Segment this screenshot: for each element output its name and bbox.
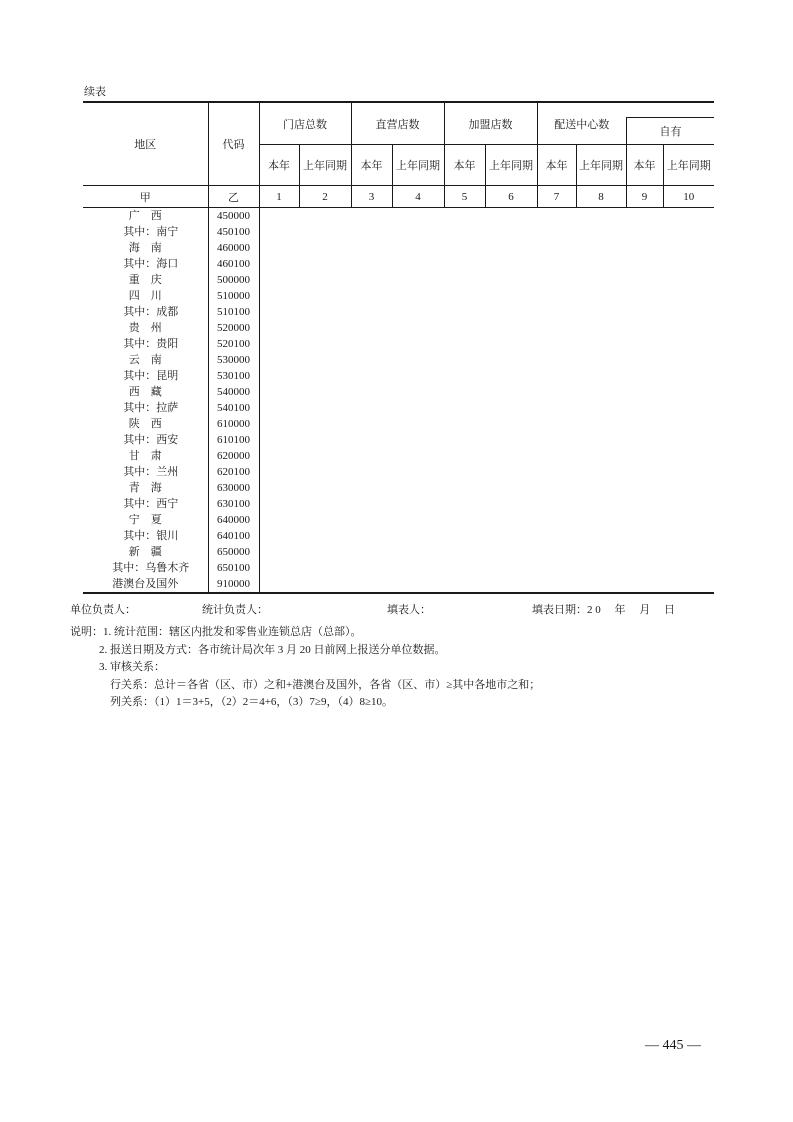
region-cell: 其中：成都 bbox=[112, 306, 179, 318]
region-cell: 陕 西 bbox=[128, 418, 162, 430]
table-row bbox=[83, 256, 714, 272]
region-cell: 港澳台及国外 bbox=[83, 576, 208, 593]
code-cell: 640100 bbox=[208, 528, 259, 544]
empty-data-cell bbox=[259, 464, 714, 480]
table-row bbox=[83, 400, 714, 416]
table-row bbox=[83, 432, 714, 448]
table-row bbox=[83, 224, 714, 240]
region-column-header: 地区 bbox=[83, 102, 208, 186]
group-header-owned bbox=[626, 102, 714, 145]
region-cell: 其中：乌鲁木齐 bbox=[101, 562, 190, 574]
code-column-header: 代码 bbox=[208, 102, 259, 186]
sub-header-last-year: 上年同期 bbox=[663, 145, 714, 186]
code-cell: 620100 bbox=[208, 464, 259, 480]
empty-data-cell bbox=[259, 256, 714, 272]
table-row bbox=[83, 240, 714, 256]
empty-data-cell bbox=[259, 560, 714, 576]
stub-letter: 甲 bbox=[83, 186, 208, 208]
table-row bbox=[83, 272, 714, 288]
code-cell: 650100 bbox=[208, 560, 259, 576]
empty-data-cell bbox=[259, 544, 714, 560]
empty-data-cell bbox=[259, 384, 714, 400]
table-row bbox=[83, 480, 714, 496]
code-cell: 610100 bbox=[208, 432, 259, 448]
empty-data-cell bbox=[259, 288, 714, 304]
empty-data-cell bbox=[259, 336, 714, 352]
column-number: 7 bbox=[537, 186, 576, 208]
region-cell: 海 南 bbox=[128, 242, 162, 254]
region-cell: 四 川 bbox=[128, 290, 162, 302]
fill-date-label: 填表日期：2 0 年 月 日 bbox=[532, 604, 675, 616]
table-row bbox=[83, 416, 714, 432]
table-row bbox=[83, 464, 714, 480]
empty-data-cell bbox=[259, 240, 714, 256]
empty-data-cell bbox=[259, 512, 714, 528]
table-row bbox=[83, 368, 714, 384]
table-row bbox=[83, 304, 714, 320]
region-cell: 青 海 bbox=[128, 482, 162, 494]
table-row bbox=[83, 528, 714, 544]
code-cell: 540100 bbox=[208, 400, 259, 416]
sub-header-this-year: 本年 bbox=[444, 145, 485, 186]
sub-header-this-year: 本年 bbox=[259, 145, 299, 186]
empty-data-cell bbox=[259, 448, 714, 464]
empty-data-cell bbox=[259, 208, 714, 225]
empty-data-cell bbox=[259, 496, 714, 512]
region-cell: 云 南 bbox=[128, 354, 162, 366]
region-cell: 宁 夏 bbox=[128, 514, 162, 526]
empty-data-cell bbox=[259, 304, 714, 320]
region-cell: 甘 肃 bbox=[128, 450, 162, 462]
code-cell: 460100 bbox=[208, 256, 259, 272]
code-cell: 650000 bbox=[208, 544, 259, 560]
note-row-relation: 行关系：总计＝各省（区、市）之和+港澳台及国外，各省（区、市）≥其中各地市之和； bbox=[110, 678, 541, 691]
note-item-2: 2. 报送日期及方式：各市统计局次年 3 月 20 日前网上报送分单位数据。 bbox=[99, 643, 446, 656]
empty-data-cell bbox=[259, 528, 714, 544]
note-column-relation: 列关系：（1）1＝3+5，（2）2＝4+6，（3）7≥9，（4）8≥10。 bbox=[110, 696, 393, 708]
region-cell: 其中：拉萨 bbox=[112, 402, 179, 414]
code-cell: 620000 bbox=[208, 448, 259, 464]
code-cell: 450100 bbox=[208, 224, 259, 240]
statistics-table bbox=[83, 101, 714, 594]
table-row bbox=[83, 288, 714, 304]
notes-section bbox=[70, 624, 710, 712]
sub-header-this-year: 本年 bbox=[537, 145, 576, 186]
table-row bbox=[83, 448, 714, 464]
sub-header-this-year: 本年 bbox=[626, 145, 663, 186]
column-number-row bbox=[83, 186, 714, 208]
unit-leader-label: 单位负责人： bbox=[70, 604, 136, 616]
table-row bbox=[83, 544, 714, 560]
empty-data-cell bbox=[259, 320, 714, 336]
column-number: 3 bbox=[351, 186, 392, 208]
table-row bbox=[83, 352, 714, 368]
sub-header-this-year: 本年 bbox=[351, 145, 392, 186]
group-header-franchise-stores: 加盟店数 bbox=[444, 102, 537, 145]
table-row bbox=[83, 560, 714, 576]
region-cell: 其中：西宁 bbox=[112, 498, 179, 510]
empty-data-cell bbox=[259, 576, 714, 593]
code-cell: 500000 bbox=[208, 272, 259, 288]
empty-data-cell bbox=[259, 224, 714, 240]
page-number: — 445 — bbox=[645, 1038, 701, 1053]
code-cell: 610000 bbox=[208, 416, 259, 432]
empty-data-cell bbox=[259, 352, 714, 368]
owned-sub-box: 自有 bbox=[626, 117, 714, 144]
empty-data-cell bbox=[259, 272, 714, 288]
region-cell: 其中：兰州 bbox=[112, 466, 179, 478]
header-group-row bbox=[83, 102, 714, 145]
code-cell: 450000 bbox=[208, 208, 259, 225]
column-number: 9 bbox=[626, 186, 663, 208]
note-item-3: 3. 审核关系： bbox=[99, 661, 165, 673]
continued-table-label: 续表 bbox=[84, 86, 106, 98]
preparer-label: 填表人： bbox=[387, 604, 431, 616]
empty-data-cell bbox=[259, 416, 714, 432]
column-number: 10 bbox=[663, 186, 714, 208]
code-cell: 540000 bbox=[208, 384, 259, 400]
sub-header-last-year: 上年同期 bbox=[576, 145, 626, 186]
note-line bbox=[70, 624, 710, 642]
column-number: 2 bbox=[299, 186, 351, 208]
code-cell: 520100 bbox=[208, 336, 259, 352]
group-header-total-stores: 门店总数 bbox=[259, 102, 351, 145]
code-cell: 630000 bbox=[208, 480, 259, 496]
region-cell: 其中：银川 bbox=[112, 530, 179, 542]
region-cell: 广 西 bbox=[128, 210, 162, 222]
region-cell: 贵 州 bbox=[128, 322, 162, 334]
region-cell: 其中：贵阳 bbox=[112, 338, 179, 350]
region-cell: 其中：海口 bbox=[112, 258, 179, 270]
column-number: 4 bbox=[392, 186, 444, 208]
code-cell: 510100 bbox=[208, 304, 259, 320]
table-row bbox=[83, 384, 714, 400]
region-cell: 西 藏 bbox=[128, 386, 162, 398]
empty-data-cell bbox=[259, 368, 714, 384]
region-cell: 重 庆 bbox=[128, 274, 162, 286]
note-item-1: 1. 统计范围：辖区内批发和零售业连锁总店（总部）。 bbox=[103, 626, 362, 638]
empty-data-cell bbox=[259, 432, 714, 448]
table-row bbox=[83, 576, 714, 593]
column-number: 8 bbox=[576, 186, 626, 208]
table-row bbox=[83, 320, 714, 336]
column-number: 5 bbox=[444, 186, 485, 208]
region-cell: 其中：西安 bbox=[112, 434, 179, 446]
region-cell: 新 疆 bbox=[128, 546, 162, 558]
group-header-direct-stores: 直营店数 bbox=[351, 102, 444, 145]
code-letter: 乙 bbox=[208, 186, 259, 208]
code-cell: 530100 bbox=[208, 368, 259, 384]
group-header-distribution-centers: 配送中心数 bbox=[537, 102, 626, 145]
column-number: 6 bbox=[485, 186, 537, 208]
empty-data-cell bbox=[259, 480, 714, 496]
stats-leader-label: 统计负责人： bbox=[202, 604, 268, 616]
notes-label: 说明： bbox=[70, 626, 103, 638]
region-cell: 其中：昆明 bbox=[112, 370, 179, 382]
table-row bbox=[83, 208, 714, 225]
code-cell: 460000 bbox=[208, 240, 259, 256]
code-cell: 530000 bbox=[208, 352, 259, 368]
table-row bbox=[83, 512, 714, 528]
code-cell: 630100 bbox=[208, 496, 259, 512]
code-cell: 910000 bbox=[208, 576, 259, 593]
empty-data-cell bbox=[259, 400, 714, 416]
code-cell: 510000 bbox=[208, 288, 259, 304]
sub-header-last-year: 上年同期 bbox=[299, 145, 351, 186]
code-cell: 640000 bbox=[208, 512, 259, 528]
code-cell: 520000 bbox=[208, 320, 259, 336]
signature-row bbox=[70, 601, 720, 616]
column-number: 1 bbox=[259, 186, 299, 208]
sub-header-last-year: 上年同期 bbox=[392, 145, 444, 186]
table-row bbox=[83, 336, 714, 352]
table-row bbox=[83, 496, 714, 512]
region-cell: 其中：南宁 bbox=[112, 226, 179, 238]
sub-header-last-year: 上年同期 bbox=[485, 145, 537, 186]
